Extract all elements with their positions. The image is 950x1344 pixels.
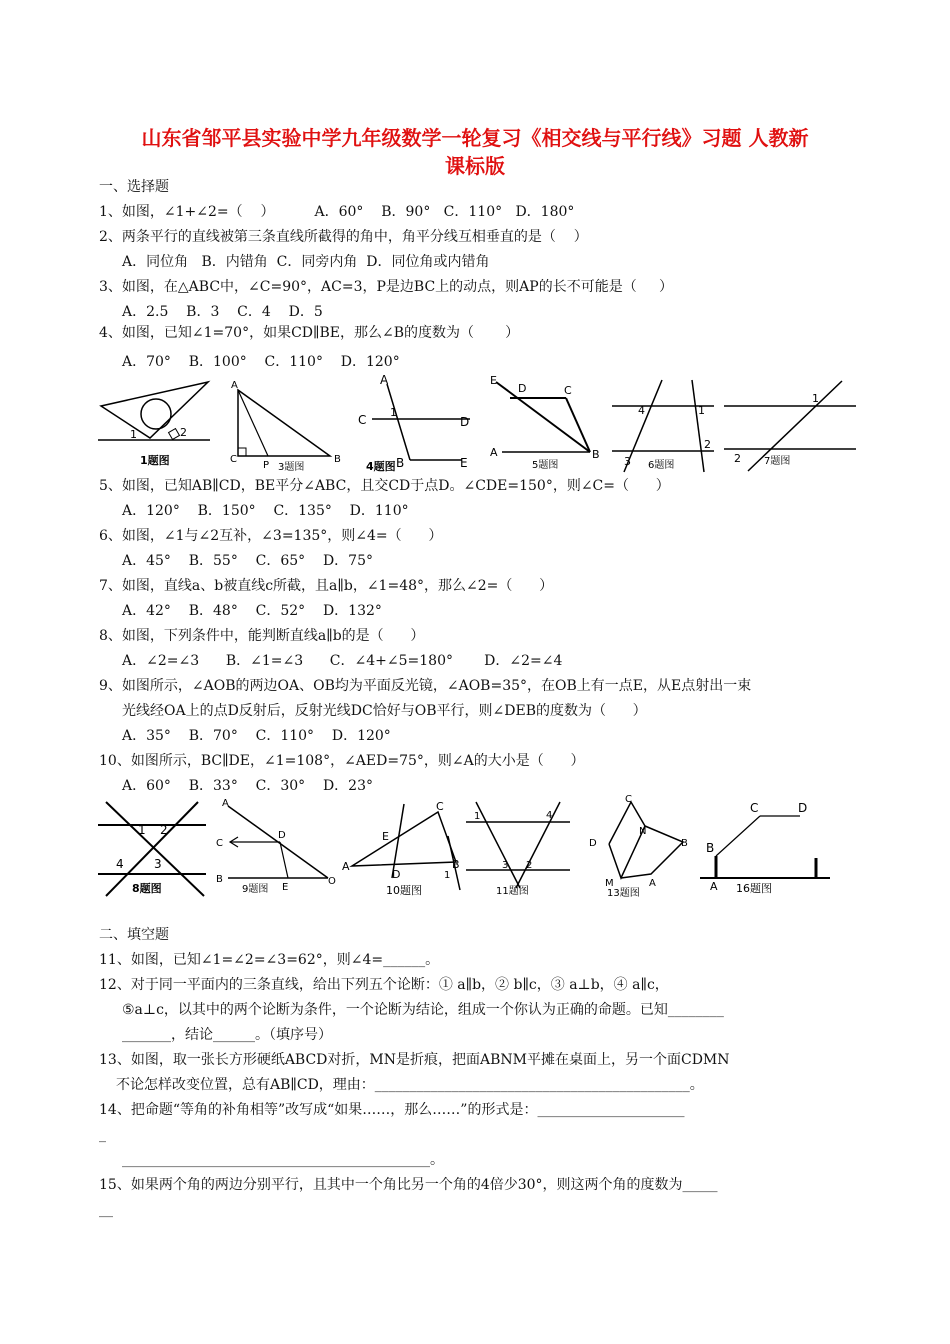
svg-text:2: 2 <box>180 426 187 439</box>
figure-8 <box>98 800 210 900</box>
question-13-line-1: 13、如图，取一张长方形硬纸ABCD对折，MN是折痕，把面ABNM平摊在桌面上，另一个面CDMN <box>99 1052 730 1068</box>
question-5: 5、如图，已知AB∥CD，BE平分∠ABC，且交CD于点D。∠CDE=150°，则∠C=（ ） <box>99 478 670 494</box>
svg-text:D: D <box>278 830 286 841</box>
svg-text:2: 2 <box>160 823 168 837</box>
svg-text:C: C <box>358 413 367 427</box>
question-12-line-1: 12、对于同一平面内的三条直线，给出下列五个论断：① a∥b，② b∥c，③ a⊥b，④ a∥c， <box>99 977 669 993</box>
figure-16-caption: 16题图 <box>736 882 772 895</box>
svg-text:2: 2 <box>734 452 741 465</box>
question-15-line-2: __ <box>99 1202 113 1218</box>
figure-4-caption: 4题图 <box>366 460 396 473</box>
question-12-line-2: ⑤a⊥c，以其中的两个论断为条件，一个论断为结论，组成一个你认为正确的命题。已知________ <box>122 1002 724 1018</box>
svg-text:D: D <box>392 868 401 881</box>
svg-text:4: 4 <box>638 404 645 417</box>
svg-text:A: A <box>649 878 656 889</box>
figure-5 <box>488 372 608 472</box>
figure-7 <box>724 376 859 476</box>
svg-text:C: C <box>625 794 632 805</box>
figure-10-caption: 10题图 <box>386 884 422 897</box>
svg-text:1: 1 <box>130 428 137 441</box>
figure-1 <box>98 378 213 473</box>
question-12-line-3: _______，结论______。（填序号） <box>122 1027 332 1043</box>
question-8: 8、如图，下列条件中，能判断直线a∥b的是（ ） <box>99 628 425 644</box>
svg-text:C: C <box>436 800 444 813</box>
question-7: 7、如图，直线a、b被直线c所截，且a∥b，∠1=48°，那么∠2=（ ） <box>99 578 554 594</box>
question-6-options: A．45° B．55° C．65° D．75° <box>122 553 373 569</box>
svg-text:C: C <box>750 801 759 815</box>
svg-text:B: B <box>334 454 341 465</box>
question-14-line-2: _ <box>99 1127 106 1143</box>
svg-text:4: 4 <box>546 810 553 821</box>
svg-text:3: 3 <box>502 860 509 871</box>
question-6: 6、如图，∠1与∠2互补，∠3=135°，则∠4=（ ） <box>99 528 443 544</box>
question-15-line-1: 15、如果两个角的两边分别平行，且其中一个角比另一个角的4倍少30°，则这两个角的度数为_____ <box>99 1177 718 1193</box>
svg-text:D: D <box>518 382 527 395</box>
svg-text:2: 2 <box>526 860 533 871</box>
svg-text:B: B <box>592 448 600 461</box>
svg-text:E: E <box>282 882 289 893</box>
question-5-options: A．120° B．150° C．135° D．110° <box>122 503 409 519</box>
svg-text:B: B <box>681 838 688 849</box>
figure-9 <box>214 800 339 895</box>
document-title <box>95 124 855 180</box>
svg-text:O: O <box>328 876 336 887</box>
title-line-2: 课标版 <box>445 154 505 178</box>
svg-text:E: E <box>490 374 497 387</box>
figure-11 <box>466 800 574 900</box>
svg-text:3: 3 <box>624 455 631 468</box>
question-13-line-2: 不论怎样改变位置，总有AB∥CD，理由：_____________________________________________。 <box>116 1077 704 1093</box>
svg-text:4: 4 <box>116 857 124 871</box>
svg-text:1: 1 <box>812 392 819 405</box>
figure-5-caption: 5题图 <box>532 460 559 471</box>
svg-text:E: E <box>460 456 468 470</box>
section-choice-heading: 一、选择题 <box>99 179 169 195</box>
figure-11-caption: 11题图 <box>496 886 529 897</box>
figure-16 <box>700 800 835 900</box>
question-4-options: A．70° B．100° C．110° D．120° <box>122 354 400 370</box>
question-3: 3、如图，在△ABC中，∠C=90°，AC=3，P是边BC上的动点，则AP的长不可能是（ ） <box>99 279 673 295</box>
svg-text:A: A <box>222 798 229 809</box>
svg-text:1: 1 <box>444 870 451 881</box>
question-3-options: A．2.5 B．3 C．4 D．5 <box>122 304 323 320</box>
svg-text:A: A <box>342 860 350 873</box>
question-1: 1、如图，∠1+∠2=（ ） A．60° B．90° C．110° D．180° <box>99 204 575 220</box>
svg-text:1: 1 <box>698 404 705 417</box>
figure-9-caption: 9题图 <box>242 884 269 895</box>
svg-text:E: E <box>382 830 389 843</box>
svg-text:1: 1 <box>390 406 397 419</box>
question-14-line-3: ____________________________________________。 <box>122 1152 444 1168</box>
figure-8-caption: 8题图 <box>132 882 162 895</box>
question-9-line-1: 9、如图所示，∠AOB的两边OA、OB均为平面反光镜，∠AOB=35°，在OB上有一点E，从E点射出一束 <box>99 678 752 694</box>
svg-text:M: M <box>605 878 614 889</box>
figure-13 <box>585 794 695 899</box>
svg-text:B: B <box>706 841 715 855</box>
figure-4 <box>352 372 477 472</box>
svg-text:A: A <box>231 380 238 391</box>
svg-text:A: A <box>380 373 389 387</box>
section-fill-heading: 二、填空题 <box>99 927 169 943</box>
question-9-line-2: 光线经OA上的点D反射后，反射光线DC恰好与OB平行，则∠DEB的度数为（ ） <box>122 703 647 719</box>
figure-1-caption: 1题图 <box>140 454 170 467</box>
question-10-options: A．60° B．33° C．30° D．23° <box>122 778 373 794</box>
figure-10 <box>340 800 465 900</box>
question-10: 10、如图所示，BC∥DE，∠1=108°，∠AED=75°，则∠A的大小是（ ） <box>99 753 585 769</box>
svg-text:D: D <box>460 415 470 429</box>
svg-text:1: 1 <box>138 823 146 837</box>
svg-text:C: C <box>564 384 572 397</box>
question-2-options: A．同位角 B．内错角 C．同旁内角 D．同位角或内错角 <box>122 254 490 270</box>
figure-6 <box>612 376 717 476</box>
figure-6-caption: 6题图 <box>648 460 675 471</box>
title-line-1: 山东省邹平县实验中学九年级数学一轮复习《相交线与平行线》习题 人教新 <box>141 126 809 150</box>
figure-13-caption: 13题图 <box>607 888 640 899</box>
svg-text:D: D <box>798 801 808 815</box>
svg-text:N: N <box>639 826 647 837</box>
figure-3-caption: 3题图 <box>278 462 305 473</box>
svg-text:A: A <box>710 880 718 893</box>
svg-text:B: B <box>396 456 405 470</box>
svg-text:D: D <box>589 838 597 849</box>
svg-text:C: C <box>216 838 223 849</box>
question-14-line-1: 14、把命题“等角的补角相等”改写成“如果……，那么……”的形式是：_____________________ <box>99 1102 685 1118</box>
svg-text:C: C <box>230 454 237 465</box>
svg-text:1: 1 <box>474 811 481 822</box>
figure-7-caption: 7题图 <box>764 456 791 467</box>
question-4: 4、如图，已知∠1=70°，如果CD∥BE，那么∠B的度数为（ ） <box>99 325 520 341</box>
question-7-options: A．42° B．48° C．52° D．132° <box>122 603 382 619</box>
svg-text:3: 3 <box>154 857 162 871</box>
svg-text:P: P <box>263 460 270 471</box>
svg-text:2: 2 <box>704 438 711 451</box>
question-9-options: A．35° B．70° C．110° D．120° <box>122 728 391 744</box>
svg-text:B: B <box>452 858 460 871</box>
question-2: 2、两条平行的直线被第三条直线所截得的角中，角平分线互相垂直的是（ ） <box>99 229 588 245</box>
question-11: 11、如图，已知∠1=∠2=∠3=62°，则∠4=______。 <box>99 952 440 968</box>
svg-text:A: A <box>490 446 498 459</box>
question-8-options: A．∠2=∠3 B．∠1=∠3 C．∠4+∠5=180° D．∠2=∠4 <box>122 653 563 669</box>
svg-text:B: B <box>216 874 223 885</box>
figure-3 <box>228 380 348 475</box>
